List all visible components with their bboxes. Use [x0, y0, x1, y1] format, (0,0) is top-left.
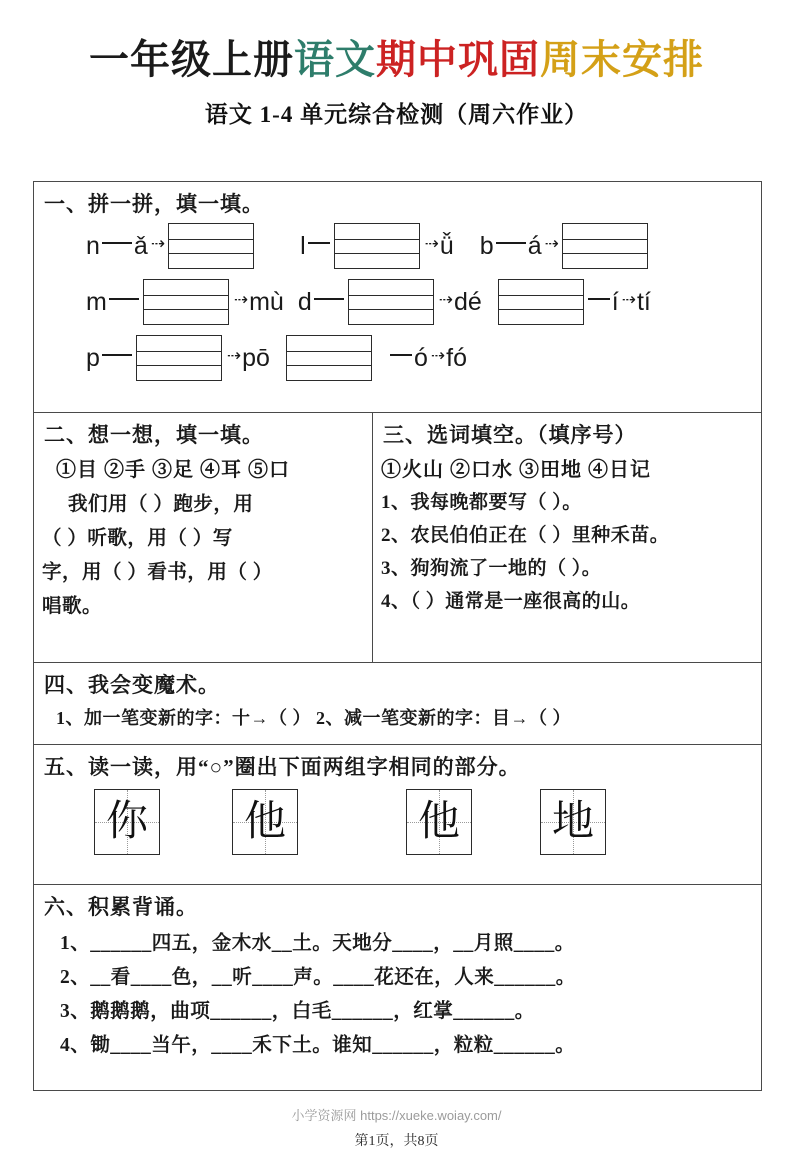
connector-line: [314, 298, 344, 300]
pinyin-row-3: [34, 330, 761, 386]
pinyin-final: á: [527, 231, 542, 260]
section-two-line[interactable]: 我们用（ ）跑步，用: [68, 494, 254, 515]
connector-line: [109, 298, 139, 300]
pinyin-result: mù: [249, 287, 284, 316]
pinyin-initial: d: [297, 287, 312, 316]
section-two: [34, 413, 373, 662]
connector-line: [102, 354, 132, 356]
page-title: [0, 38, 793, 82]
section-six-item[interactable]: 4、锄____当午，____禾下土。谁知______，粒粒______。: [60, 1035, 576, 1056]
pinyin-item-mu: [86, 279, 284, 325]
page-subtitle: 语文 1-4 单元综合检测（周六作业）: [204, 102, 589, 127]
pinyin-item-po: [86, 335, 270, 381]
pinyin-item-na: [86, 223, 256, 269]
title-part-subject: 语文: [294, 37, 376, 82]
section-two-line[interactable]: （ ）听歌，用（ ）写: [42, 528, 233, 549]
pinyin-initial: m: [86, 287, 107, 316]
pinyin-answer-box[interactable]: [286, 335, 372, 381]
pinyin-final: ó: [413, 343, 428, 372]
section-three-item[interactable]: 4、（ ）通常是一座很高的山。: [381, 591, 641, 612]
section-six-item[interactable]: 1、______四五，金木水__土。天地分____，__月照____。: [60, 933, 575, 954]
pinyin-answer-box[interactable]: [498, 279, 584, 325]
section-one-title: 一、拼一拼，填一填。: [44, 192, 264, 216]
section-three-item[interactable]: 3、狗狗流了一地的（ ）。: [381, 558, 602, 579]
arrow-icon: ⇢: [544, 234, 557, 253]
arrow-icon: ⇢: [438, 290, 451, 309]
pinyin-initial: b: [479, 231, 494, 260]
connector-line: [588, 298, 610, 300]
title-part-grade: 一年级上册: [89, 37, 294, 82]
title-part-weekend: 周末安排: [540, 37, 704, 82]
character-glyph: 你: [105, 799, 148, 845]
section-four-line[interactable]: 1、加一笔变新的字：十→（ ） 2、减一笔变新的字：目→（ ）: [56, 708, 571, 728]
character-box[interactable]: [540, 789, 606, 855]
pinyin-initial: p: [86, 343, 100, 372]
section-one: [34, 182, 761, 413]
arrow-icon: ⇢: [233, 290, 247, 309]
pinyin-row-2: [34, 274, 761, 330]
pinyin-final: í: [611, 287, 619, 316]
pinyin-initial: l: [300, 231, 306, 260]
character-glyph: 他: [417, 799, 460, 845]
arrow-icon: ⇢: [621, 290, 634, 309]
section-three: [373, 413, 761, 662]
pinyin-initial: n: [86, 231, 100, 260]
character-box[interactable]: [232, 789, 298, 855]
pinyin-answer-box[interactable]: [136, 335, 222, 381]
section-two-body: [34, 482, 372, 624]
arrow-icon: ⇢: [424, 234, 437, 253]
section-three-options: ①火山 ②口水 ③田地 ④日记: [381, 459, 651, 481]
pinyin-result: tí: [636, 287, 651, 316]
arrow-icon: ⇢: [226, 346, 240, 365]
pinyin-answer-box[interactable]: [168, 223, 254, 269]
section-two-three-wrapper: [34, 413, 761, 663]
section-three-item[interactable]: 2、农民伯伯正在（ ）里种禾苗。: [381, 525, 670, 546]
connector-line: [102, 242, 132, 244]
page-number: 第1页，共8页: [354, 1134, 439, 1149]
section-two-line[interactable]: 字，用（ ）看书，用（ ）: [42, 562, 273, 583]
character-glyph: 他: [243, 799, 286, 845]
character-glyph: 地: [551, 799, 594, 845]
title-part-midterm: 期中巩固: [376, 37, 540, 82]
pinyin-item-fo: [284, 335, 467, 381]
pinyin-answer-box[interactable]: [143, 279, 229, 325]
pinyin-answer-box[interactable]: [348, 279, 434, 325]
section-six: [34, 885, 761, 1090]
pinyin-answer-box[interactable]: [562, 223, 648, 269]
pinyin-item-ti: [496, 279, 651, 325]
arrow-icon: ⇢: [430, 346, 444, 365]
character-grid-row: [34, 781, 761, 855]
section-three-item[interactable]: 1、我每晚都要写（ ）。: [381, 492, 582, 513]
section-six-title: 六、积累背诵。: [44, 895, 198, 919]
connector-line: [390, 354, 412, 356]
character-box[interactable]: [406, 789, 472, 855]
section-two-options: ①目 ②手 ③足 ④耳 ⑤口: [56, 459, 290, 481]
footer-site: 小学资源网 https://xueke.woiay.com/: [291, 1108, 502, 1123]
pinyin-item-lv: [300, 223, 454, 269]
section-three-title: 三、选词填空。（填序号）: [383, 423, 637, 447]
pinyin-row-1: [34, 218, 761, 274]
pinyin-result: fó: [446, 343, 467, 372]
section-five: [34, 745, 761, 885]
worksheet-table: [33, 181, 762, 1091]
pinyin-item-de: [298, 279, 482, 325]
connector-line: [308, 242, 330, 244]
section-three-body: [373, 482, 761, 618]
pinyin-answer-box[interactable]: [334, 223, 420, 269]
pinyin-result: ǚ: [439, 231, 454, 260]
pinyin-result: pō: [242, 343, 270, 372]
section-four: [34, 663, 761, 745]
section-six-item[interactable]: 2、__看____色，__听____声。____花还在，人来______。: [60, 967, 576, 988]
connector-line: [496, 242, 526, 244]
section-two-title: 二、想一想，填一填。: [44, 423, 264, 447]
arrow-icon: ⇢: [150, 234, 164, 253]
section-six-item[interactable]: 3、鹅鹅鹅，曲项______，白毛______，红掌______。: [60, 1001, 535, 1022]
section-five-title: 五、读一读，用“○”圈出下面两组字相同的部分。: [44, 755, 521, 779]
section-two-line[interactable]: 唱歌。: [42, 596, 103, 617]
pinyin-final: ǎ: [133, 231, 148, 260]
pinyin-result: dé: [453, 287, 482, 316]
section-four-title: 四、我会变魔术。: [44, 673, 220, 697]
character-box[interactable]: [94, 789, 160, 855]
pinyin-item-ba: [480, 223, 650, 269]
